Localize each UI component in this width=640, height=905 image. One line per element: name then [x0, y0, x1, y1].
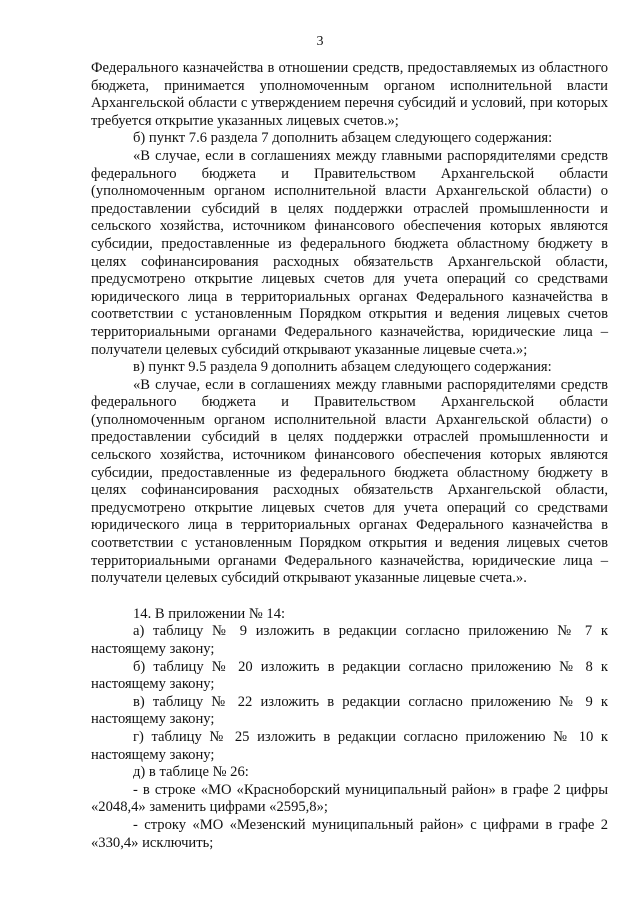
paragraph-item-v: в) пункт 9.5 раздела 9 дополнить абзацем следующего содержания:: [133, 359, 552, 376]
paragraph-item-b: б) пункт 7.6 раздела 7 дополнить абзацем следующего содержания:: [133, 130, 553, 147]
paragraph-quote-2: «В случае, если в соглашениях между главными распорядителями средств федерального бюджета и Правительством Архангельской области (уполномоченным органом исполнительной власти Архангельской области) о предоставлении субсидий в целях поддержки отраслей промышленности и сельского хозяйства, источником финансового обеспечения которых являются субсидии, предоставленные из федерального бюджета областному бюджету в целях софинансирования расходных обязательств Архангельской области, предусмотрено открытие лицевых счетов для учета операций со средствами юридического лица в территориальных органах Федерального казначейства в соответствии с установленным Порядком открытия и ведения лицевых счетов территориальными органами Федерального казначейства, юридические лица – получатели целевых субсидий открывают указанные лицевые счета.».: [91, 376, 608, 587]
page-number: 3: [316, 34, 324, 49]
paragraph-continuation: Федерального казначейства в отношении средств, предоставляемых из областного бюджета, принимается уполномоченным органом исполнительной власти Архангельской области с утверждением перечня субсидий и условий, при которых требуется открытие указанных лицевых счетов.»;: [91, 60, 608, 129]
paragraph-item-g-table-25: г) таблицу № 25 изложить в редакции согласно приложению № 10 к настоящему закону;: [91, 728, 608, 763]
paragraph-item-v-table-22: в) таблицу № 22 изложить в редакции согласно приложению № 9 к настоящему закону;: [91, 693, 608, 728]
paragraph-item-b-table-20: б) таблицу № 20 изложить в редакции согласно приложению № 8 к настоящему закону;: [91, 658, 608, 693]
paragraph-section-14: 14. В приложении № 14:: [133, 605, 286, 622]
paragraph-item-a-table-9: а) таблицу № 9 изложить в редакции согласно приложению № 7 к настоящему закону;: [91, 623, 608, 657]
document-body: [91, 60, 608, 852]
paragraph-item-d-table-26: д) в таблице № 26:: [133, 764, 249, 781]
paragraph-mezensky-row: - строку «МО «Мезенский муниципальный район» с цифрами в графе 2 «330,4» исключить;: [91, 816, 608, 851]
paragraph-quote-1: «В случае, если в соглашениях между главными распорядителями средств федерального бюджета и Правительством Архангельской области (уполномоченным органом исполнительной власти Архангельской области) о предоставлении субсидий в целях поддержки отраслей промышленности и сельского хозяйства, источником финансового обеспечения которых являются субсидии, предоставленные из федерального бюджета областному бюджету в целях софинансирования расходных обязательств Архангельской области, предусмотрено открытие лицевых счетов для учета операций со средствами юридического лица в территориальных органах Федерального казначейства в соответствии с установленным Порядком открытия и ведения лицевых счетов территориальными органами Федерального казначейства, юридические лица – получатели целевых субсидий открывают указанные лицевые счета.»;: [91, 147, 608, 358]
paragraph-krasnoborsky-row: - в строке «МО «Красноборский муниципальный район» в графе 2 цифры «2048,4» заменить цифрами «2595,8»;: [91, 781, 608, 816]
